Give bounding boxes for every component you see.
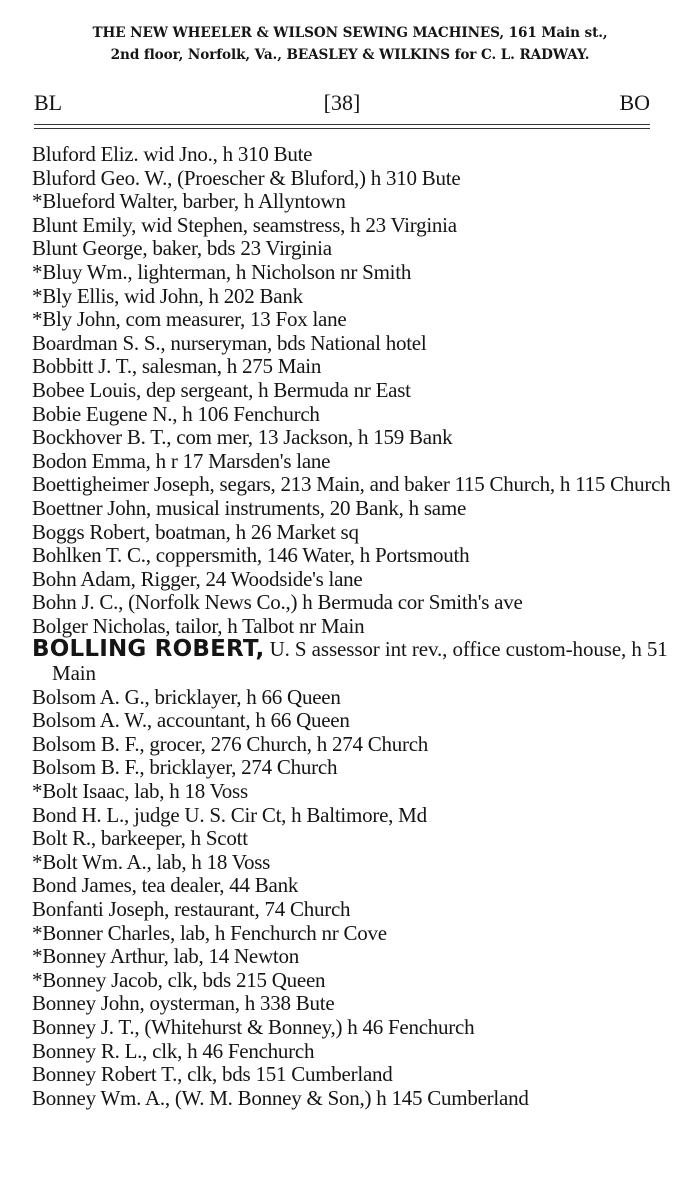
- directory-entry: Bonney Robert T., clk, bds 151 Cumberland: [32, 1062, 393, 1087]
- page-number: [38]: [323, 90, 361, 115]
- directory-entry: Boettner John, musical instruments, 20 Bank, h same: [32, 495, 467, 520]
- running-head: [34, 88, 650, 118]
- directory-entry: Bohlken T. C., coppersmith, 146 Water, h Portsmouth: [32, 543, 470, 568]
- directory-entry: Bobbitt J. T., salesman, h 275 Main: [32, 354, 322, 379]
- directory-entry: Boardman S. S., nurseryman, bds National hotel: [32, 330, 427, 355]
- directory-entry: Bolger Nicholas, tailor, h Talbot nr Main: [32, 613, 365, 638]
- directory-entry: Bonfanti Joseph, restaurant, 74 Church: [32, 897, 351, 921]
- directory-entry: *Bonney Jacob, clk, bds 215 Queen: [32, 967, 326, 992]
- directory-entry: *Bonney Arthur, lab, 14 Newton: [32, 944, 299, 969]
- directory-entry: Bonney Wm. A., (W. M. Bonney & Son,) h 145 Cumberland: [32, 1085, 529, 1110]
- directory-entry: Bolt R., barkeeper, h Scott: [32, 826, 248, 851]
- directory-entry: Bobie Eugene N., h 106 Fenchurch: [32, 401, 320, 426]
- directory-entry: Bodon Emma, h r 17 Marsden's lane: [32, 448, 331, 473]
- directory-entry: *Bonner Charles, lab, h Fenchurch nr Cove: [32, 920, 387, 945]
- directory-entry: *Bolt Wm. A., lab, h 18 Voss: [32, 849, 271, 874]
- directory-entry: Bolsom B. F., grocer, 276 Church, h 274 Church: [32, 731, 429, 756]
- directory-entry: Bond James, tea dealer, 44 Bank: [32, 873, 299, 898]
- directory-entry: Bolsom A. G., bricklayer, h 66 Queen: [32, 684, 341, 709]
- directory-entry: Bolsom B. F., bricklayer, 274 Church: [32, 755, 338, 780]
- directory-entry: Bond H. L., judge U. S. Cir Ct, h Baltimore, Md: [32, 802, 427, 827]
- directory-entry: Blunt Emily, wid Stephen, seamstress, h 23 Virginia: [32, 212, 457, 237]
- directory-entry: Bonney John, oysterman, h 338 Bute: [32, 991, 335, 1016]
- directory-entry: *Bly John, com measurer, 13 Fox lane: [32, 307, 347, 332]
- directory-entry: *Bluy Wm., lighterman, h Nicholson nr Smith: [32, 259, 412, 284]
- advertisement-line-1: THE NEW WHEELER & WILSON SEWING MACHINES, 161 Main st.,: [92, 25, 608, 41]
- directory-entries: [32, 143, 672, 1110]
- directory-entry: Bluford Geo. W., (Proescher & Bluford,) h 310 Bute: [32, 165, 461, 190]
- entry-details: U. S assessor int rev., office custom-house, h 51 Main: [52, 637, 668, 686]
- directory-entry: *Bolt Isaac, lab, h 18 Voss: [32, 779, 248, 804]
- directory-entry: *Blueford Walter, barber, h Allyntown: [32, 189, 346, 214]
- directory-entry: Bobee Louis, dep sergeant, h Bermuda nr East: [32, 377, 411, 402]
- directory-entry: Bluford Eliz. wid Jno., h 310 Bute: [32, 142, 313, 166]
- directory-entry: *Bly Ellis, wid John, h 202 Bank: [32, 283, 303, 308]
- advertisement-line-2: 2nd floor, Norfolk, Va., BEASLEY & WILKINS for C. L. RADWAY.: [110, 47, 590, 63]
- directory-entry: [32, 638, 672, 685]
- directory-entry: Bohn J. C., (Norfolk News Co.,) h Bermuda cor Smith's ave: [32, 590, 523, 615]
- directory-entry: Bonney J. T., (Whitehurst & Bonney,) h 46 Fenchurch: [32, 1014, 475, 1039]
- directory-entry: Bockhover B. T., com mer, 13 Jackson, h 159 Bank: [32, 425, 453, 450]
- directory-entry: Bohn Adam, Rigger, 24 Woodside's lane: [32, 566, 363, 591]
- entry-name-bold: BOLLING ROBERT,: [32, 636, 265, 663]
- directory-entry: Blunt George, baker, bds 23 Virginia: [32, 236, 332, 261]
- running-head-right: BO: [619, 90, 650, 115]
- running-head-left: BL: [34, 90, 63, 115]
- directory-entry: Boggs Robert, boatman, h 26 Market sq: [32, 519, 359, 544]
- advertisement-banner: [0, 22, 700, 66]
- directory-entry: Bolsom A. W., accountant, h 66 Queen: [32, 708, 350, 733]
- directory-entry: Bonney R. L., clk, h 46 Fenchurch: [32, 1038, 315, 1063]
- header-rule-bottom: [34, 128, 650, 129]
- directory-entry: Boettigheimer Joseph, segars, 213 Main, and baker 115 Church, h 115 Church: [32, 472, 671, 497]
- header-rule-top: [34, 124, 650, 125]
